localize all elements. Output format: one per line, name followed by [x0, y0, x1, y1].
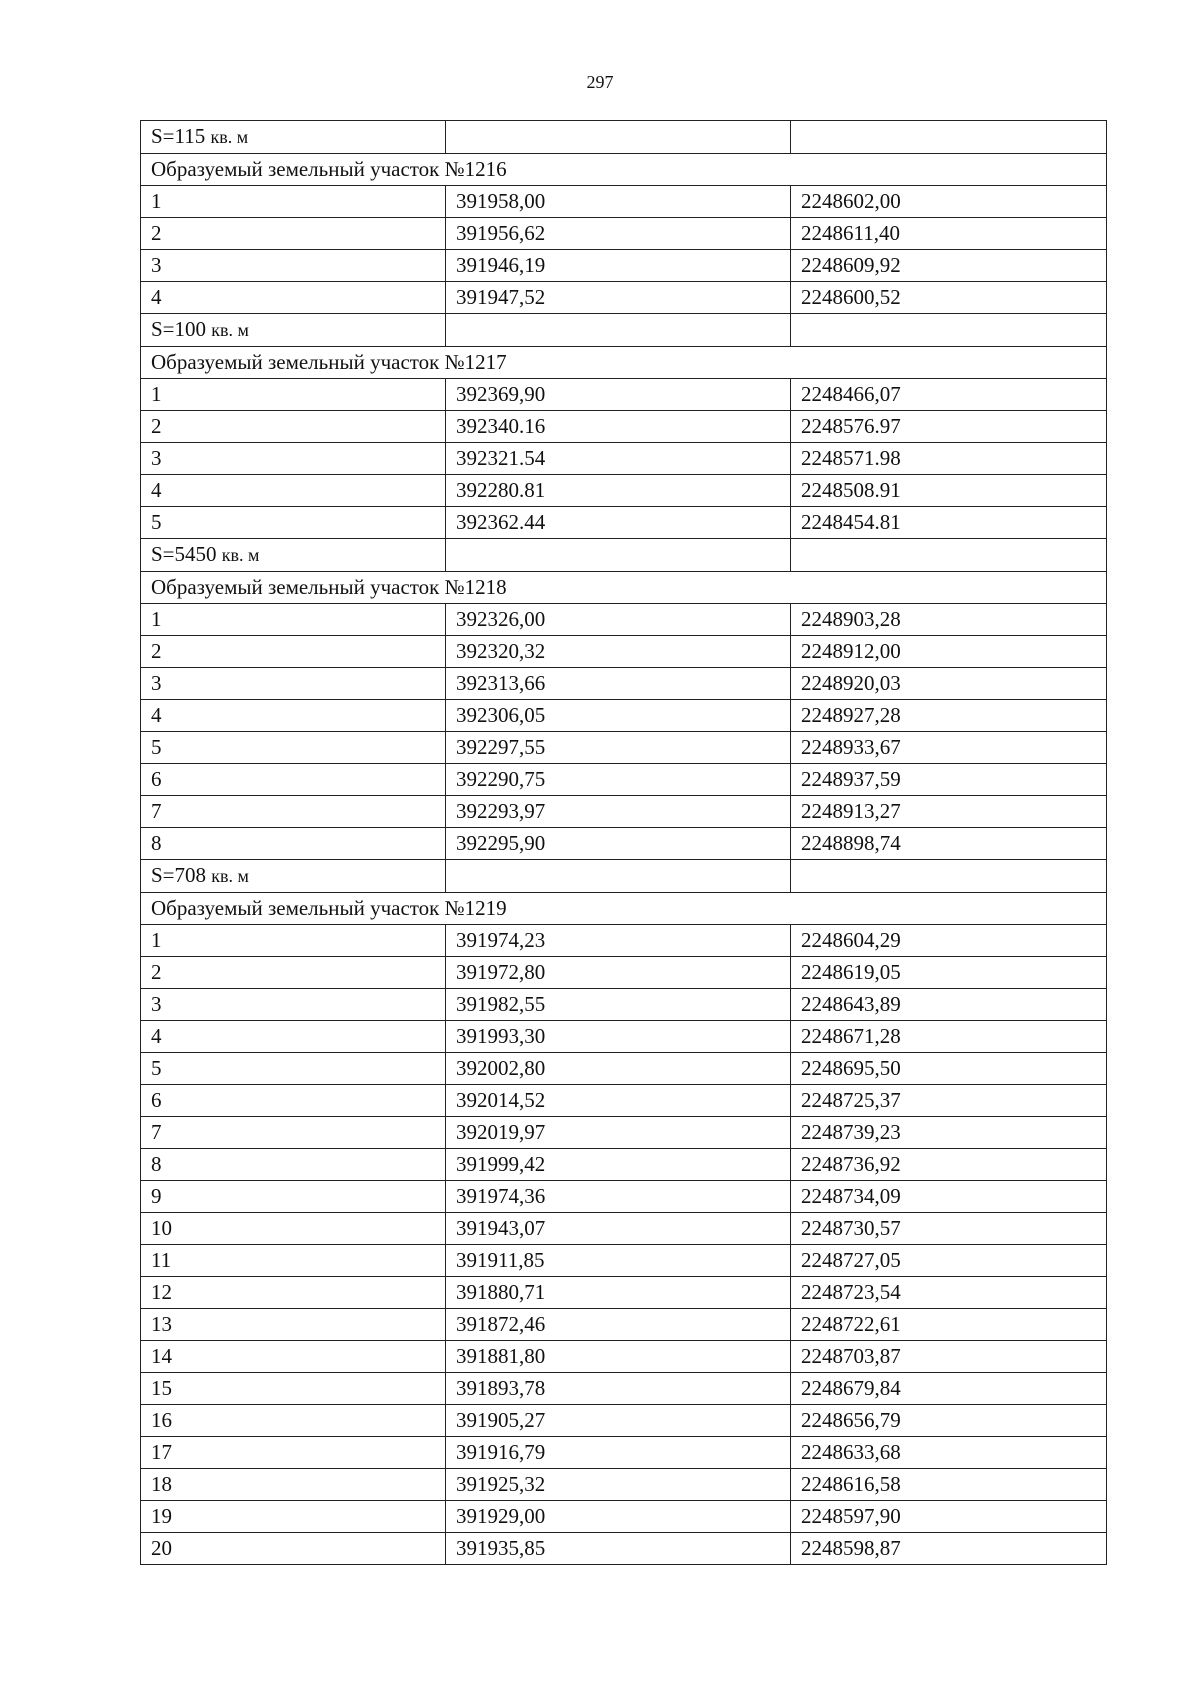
- coordinate-x: 391974,36: [446, 1181, 791, 1213]
- empty-cell: [791, 539, 1107, 572]
- area-cell: [141, 860, 446, 893]
- area-unit: кв. м: [211, 866, 249, 886]
- point-number: 1: [141, 604, 446, 636]
- coordinate-y: 2248695,50: [791, 1053, 1107, 1085]
- table-row: [141, 828, 1107, 860]
- point-number: 1: [141, 379, 446, 411]
- point-number: 12: [141, 1277, 446, 1309]
- point-number: 6: [141, 764, 446, 796]
- parcel-title-row: [141, 572, 1107, 604]
- table-row: [141, 379, 1107, 411]
- coordinate-y: 2248643,89: [791, 989, 1107, 1021]
- coordinate-x: 391925,32: [446, 1469, 791, 1501]
- table-row: [141, 1501, 1107, 1533]
- coordinate-y: 2248454.81: [791, 507, 1107, 539]
- table-row: [141, 1277, 1107, 1309]
- coordinate-y: 2248466,07: [791, 379, 1107, 411]
- table-row: [141, 604, 1107, 636]
- coordinate-y: 2248679,84: [791, 1373, 1107, 1405]
- table-row: [141, 282, 1107, 314]
- table-row: [141, 1117, 1107, 1149]
- coordinate-x: 392326,00: [446, 604, 791, 636]
- table-row: [141, 443, 1107, 475]
- table-row: [141, 1213, 1107, 1245]
- coordinate-x: 391880,71: [446, 1277, 791, 1309]
- point-number: 2: [141, 957, 446, 989]
- area-value: S=5450: [151, 542, 217, 566]
- table-row: [141, 700, 1107, 732]
- coordinate-x: 391999,42: [446, 1149, 791, 1181]
- table-row: [141, 507, 1107, 539]
- parcel-title-row: [141, 893, 1107, 925]
- point-number: 17: [141, 1437, 446, 1469]
- point-number: 10: [141, 1213, 446, 1245]
- coordinate-x: 392313,66: [446, 668, 791, 700]
- point-number: 20: [141, 1533, 446, 1565]
- coordinate-y: 2248739,23: [791, 1117, 1107, 1149]
- point-number: 2: [141, 218, 446, 250]
- coordinate-x: 392362.44: [446, 507, 791, 539]
- coordinate-y: 2248725,37: [791, 1085, 1107, 1117]
- point-number: 15: [141, 1373, 446, 1405]
- table-row: [141, 1149, 1107, 1181]
- coordinate-y: 2248730,57: [791, 1213, 1107, 1245]
- table-row: [141, 1245, 1107, 1277]
- coordinates-table-body: [141, 121, 1107, 1565]
- point-number: 4: [141, 282, 446, 314]
- table-row: [141, 764, 1107, 796]
- coordinate-x: 391929,00: [446, 1501, 791, 1533]
- table-row: [141, 186, 1107, 218]
- coordinate-x: 392280.81: [446, 475, 791, 507]
- point-number: 4: [141, 475, 446, 507]
- parcel-title: Образуемый земельный участок №1218: [141, 572, 1107, 604]
- coordinate-x: 392340.16: [446, 411, 791, 443]
- coordinate-x: 391916,79: [446, 1437, 791, 1469]
- coordinate-y: 2248619,05: [791, 957, 1107, 989]
- point-number: 1: [141, 925, 446, 957]
- table-row: [141, 1085, 1107, 1117]
- point-number: 18: [141, 1469, 446, 1501]
- coordinate-x: 392290,75: [446, 764, 791, 796]
- table-row: [141, 1405, 1107, 1437]
- area-value: S=115: [151, 124, 206, 148]
- area-cell: [141, 539, 446, 572]
- empty-cell: [446, 314, 791, 347]
- area-row: [141, 314, 1107, 347]
- coordinate-y: 2248604,29: [791, 925, 1107, 957]
- coordinate-y: 2248722,61: [791, 1309, 1107, 1341]
- point-number: 8: [141, 1149, 446, 1181]
- coordinate-y: 2248727,05: [791, 1245, 1107, 1277]
- coordinate-y: 2248903,28: [791, 604, 1107, 636]
- coordinate-y: 2248734,09: [791, 1181, 1107, 1213]
- point-number: 19: [141, 1501, 446, 1533]
- table-row: [141, 250, 1107, 282]
- coordinate-x: 391946,19: [446, 250, 791, 282]
- area-unit: кв. м: [210, 127, 249, 147]
- table-row: [141, 668, 1107, 700]
- point-number: 6: [141, 1085, 446, 1117]
- coordinate-x: 392306,05: [446, 700, 791, 732]
- table-row: [141, 1533, 1107, 1565]
- table-row: [141, 925, 1107, 957]
- point-number: 13: [141, 1309, 446, 1341]
- coordinate-y: 2248898,74: [791, 828, 1107, 860]
- area-row: [141, 121, 1107, 154]
- parcel-title-row: [141, 347, 1107, 379]
- coordinate-y: 2248913,27: [791, 796, 1107, 828]
- coordinate-x: 391956,62: [446, 218, 791, 250]
- coordinate-y: 2248933,67: [791, 732, 1107, 764]
- coordinates-table: [140, 120, 1107, 1565]
- coordinate-y: 2248598,87: [791, 1533, 1107, 1565]
- coordinate-y: 2248937,59: [791, 764, 1107, 796]
- coordinate-y: 2248616,58: [791, 1469, 1107, 1501]
- parcel-title-row: [141, 154, 1107, 186]
- coordinate-x: 391974,23: [446, 925, 791, 957]
- area-unit: кв. м: [211, 320, 249, 340]
- coordinate-x: 391872,46: [446, 1309, 791, 1341]
- coordinate-x: 392297,55: [446, 732, 791, 764]
- table-row: [141, 732, 1107, 764]
- coordinate-x: 391881,80: [446, 1341, 791, 1373]
- coordinate-x: 391943,07: [446, 1213, 791, 1245]
- parcel-title: Образуемый земельный участок №1219: [141, 893, 1107, 925]
- point-number: 4: [141, 1021, 446, 1053]
- coordinate-y: 2248597,90: [791, 1501, 1107, 1533]
- coordinate-y: 2248602,00: [791, 186, 1107, 218]
- point-number: 2: [141, 636, 446, 668]
- point-number: 5: [141, 732, 446, 764]
- coordinate-x: 391911,85: [446, 1245, 791, 1277]
- point-number: 7: [141, 796, 446, 828]
- point-number: 3: [141, 989, 446, 1021]
- coordinate-y: 2248611,40: [791, 218, 1107, 250]
- point-number: 1: [141, 186, 446, 218]
- area-unit: кв. м: [221, 545, 260, 565]
- coordinate-x: 391947,52: [446, 282, 791, 314]
- point-number: 3: [141, 668, 446, 700]
- coordinate-y: 2248927,28: [791, 700, 1107, 732]
- point-number: 2: [141, 411, 446, 443]
- coordinate-y: 2248508.91: [791, 475, 1107, 507]
- point-number: 11: [141, 1245, 446, 1277]
- point-number: 4: [141, 700, 446, 732]
- coordinate-y: 2248671,28: [791, 1021, 1107, 1053]
- area-value: S=100: [151, 317, 207, 341]
- empty-cell: [791, 314, 1107, 347]
- coordinate-x: 392321.54: [446, 443, 791, 475]
- coordinate-y: 2248609,92: [791, 250, 1107, 282]
- point-number: 3: [141, 443, 446, 475]
- table-row: [141, 1309, 1107, 1341]
- page-number: 297: [586, 72, 614, 92]
- point-number: 5: [141, 507, 446, 539]
- point-number: 7: [141, 1117, 446, 1149]
- table-row: [141, 1021, 1107, 1053]
- empty-cell: [446, 121, 791, 154]
- table-row: [141, 636, 1107, 668]
- coordinate-y: 2248723,54: [791, 1277, 1107, 1309]
- coordinate-x: 392002,80: [446, 1053, 791, 1085]
- coordinate-x: 391905,27: [446, 1405, 791, 1437]
- coordinate-x: 392014,52: [446, 1085, 791, 1117]
- coordinate-x: 392320,32: [446, 636, 791, 668]
- coordinate-x: 392293,97: [446, 796, 791, 828]
- coordinate-x: 391935,85: [446, 1533, 791, 1565]
- coordinate-y: 2248736,92: [791, 1149, 1107, 1181]
- empty-cell: [446, 860, 791, 893]
- coordinate-x: 392369,90: [446, 379, 791, 411]
- table-row: [141, 796, 1107, 828]
- point-number: 3: [141, 250, 446, 282]
- table-row: [141, 1469, 1107, 1501]
- area-cell: [141, 121, 446, 154]
- table-row: [141, 989, 1107, 1021]
- point-number: 8: [141, 828, 446, 860]
- coordinate-y: 2248576.97: [791, 411, 1107, 443]
- coordinate-x: 392019,97: [446, 1117, 791, 1149]
- table-row: [141, 957, 1107, 989]
- table-row: [141, 475, 1107, 507]
- coordinate-y: 2248600,52: [791, 282, 1107, 314]
- table-row: [141, 1053, 1107, 1085]
- parcel-title: Образуемый земельный участок №1217: [141, 347, 1107, 379]
- table-row: [141, 1373, 1107, 1405]
- area-row: [141, 860, 1107, 893]
- coordinate-x: 391982,55: [446, 989, 791, 1021]
- coordinate-y: 2248656,79: [791, 1405, 1107, 1437]
- point-number: 14: [141, 1341, 446, 1373]
- area-value: S=708: [151, 863, 207, 887]
- coordinate-y: 2248703,87: [791, 1341, 1107, 1373]
- table-row: [141, 1341, 1107, 1373]
- area-row: [141, 539, 1107, 572]
- point-number: 9: [141, 1181, 446, 1213]
- table-row: [141, 411, 1107, 443]
- coordinate-y: 2248920,03: [791, 668, 1107, 700]
- empty-cell: [446, 539, 791, 572]
- coordinate-x: 391993,30: [446, 1021, 791, 1053]
- coordinate-x: 392295,90: [446, 828, 791, 860]
- coordinate-x: 391958,00: [446, 186, 791, 218]
- coordinate-y: 2248912,00: [791, 636, 1107, 668]
- point-number: 5: [141, 1053, 446, 1085]
- empty-cell: [791, 860, 1107, 893]
- point-number: 16: [141, 1405, 446, 1437]
- coordinate-y: 2248633,68: [791, 1437, 1107, 1469]
- coordinate-x: 391893,78: [446, 1373, 791, 1405]
- table-row: [141, 1181, 1107, 1213]
- area-cell: [141, 314, 446, 347]
- coordinate-y: 2248571.98: [791, 443, 1107, 475]
- coordinate-x: 391972,80: [446, 957, 791, 989]
- table-row: [141, 218, 1107, 250]
- parcel-title: Образуемый земельный участок №1216: [141, 154, 1107, 186]
- empty-cell: [791, 121, 1107, 154]
- table-row: [141, 1437, 1107, 1469]
